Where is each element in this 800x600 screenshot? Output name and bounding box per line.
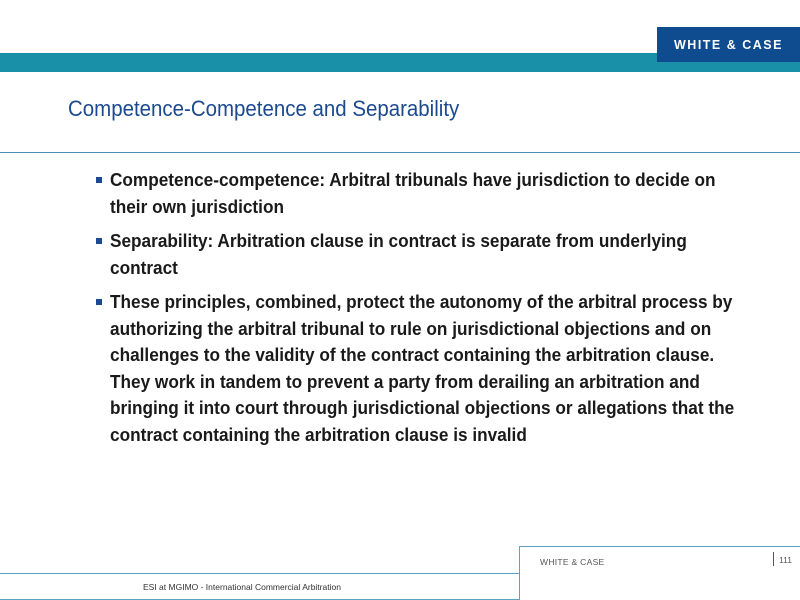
bullet-text: These principles, combined, protect the autonomy of the arbitral process by authorizing the arbitral tribunal to rule on jurisdictional objections and on challenges to the validity of the contract containing the arbitration clause. They work in tandem to prevent a party from derailing an arbitration and bringing it into court through jurisdictional objections or allegations that the contract containing the arbitration clause is invalid: [110, 291, 735, 445]
logo-text: WHITE & CASE: [674, 37, 783, 52]
square-bullet-icon: [96, 299, 102, 305]
footer-brand-box: [519, 546, 800, 600]
slide-title: Competence-Competence and Separability: [68, 96, 460, 121]
bullet-text: Competence-competence: Arbitral tribunals have jurisdiction to decide on their own jurisdiction: [110, 169, 716, 217]
bullet-text: Separability: Arbitration clause in contract is separate from underlying contract: [110, 230, 687, 278]
bullet-item: [94, 167, 744, 220]
footer-divider: [773, 552, 774, 566]
bullet-item: [94, 289, 744, 448]
bullet-list: [94, 167, 744, 456]
bullet-item: [94, 228, 744, 281]
white-case-logo: [657, 27, 800, 62]
footer-brand: WHITE & CASE: [540, 557, 605, 567]
square-bullet-icon: [96, 177, 102, 183]
square-bullet-icon: [96, 238, 102, 244]
page-number: 111: [779, 555, 792, 565]
title-divider: [0, 152, 800, 153]
footer-caption: ESI at MGIMO - International Commercial Arbitration: [143, 582, 341, 592]
